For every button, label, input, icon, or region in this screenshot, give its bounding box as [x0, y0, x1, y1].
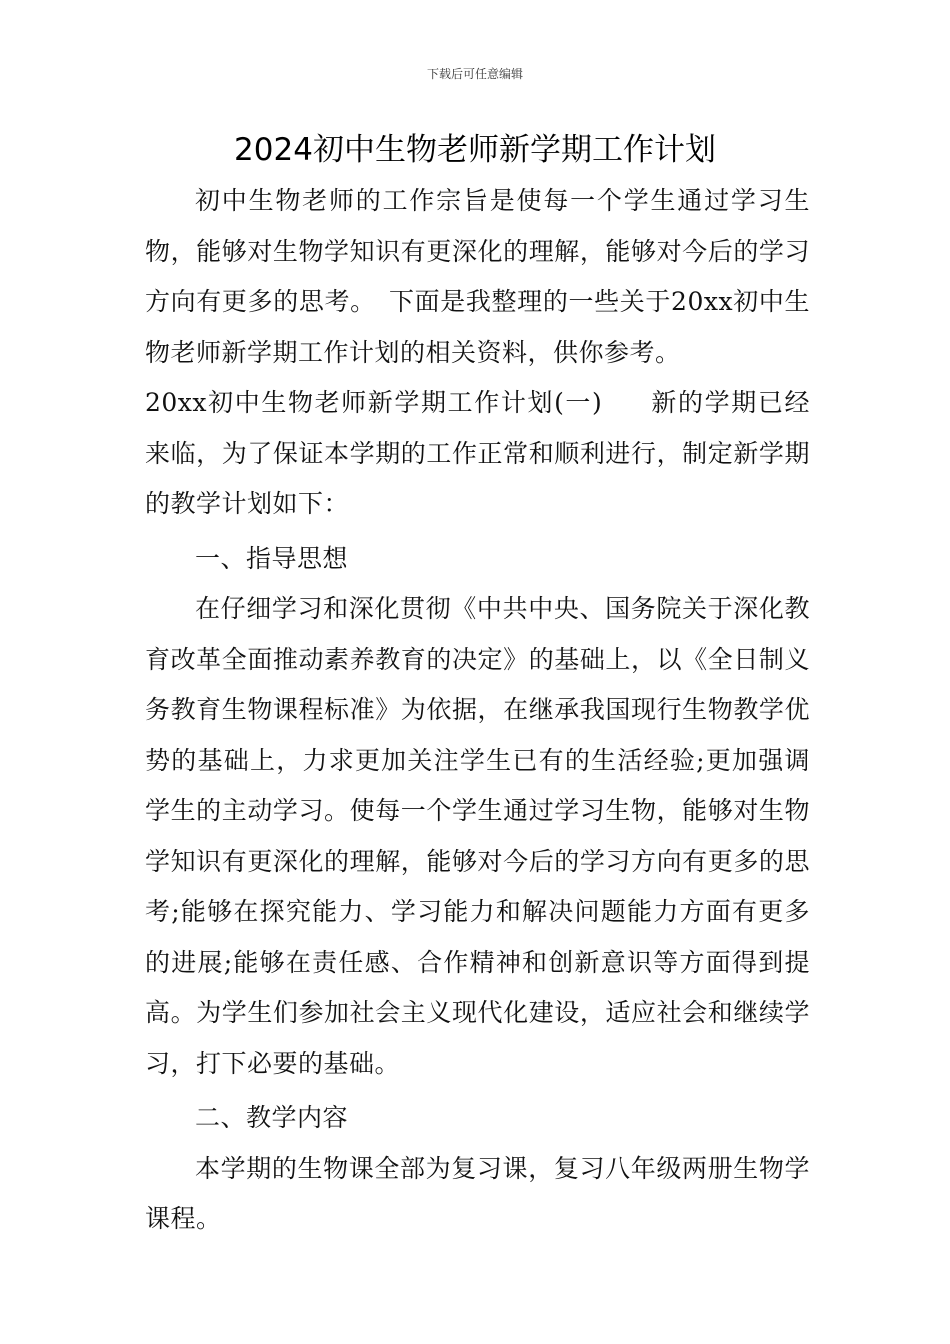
plan-heading: 20xx初中生物老师新学期工作计划(一) [145, 388, 603, 417]
section1-body: 在仔细学习和深化贯彻《中共中央、国务院关于深化教育改革全面推动素养教育的决定》的基础上，以《全日制义务教育生物课程标准》为依据，在继承我国现行生物教学优势的基础上，力求更加关注学生已有的生活经验;更加强调学生的主动学习。使每一个学生通过学习生物，能够对生物学知识有更深化的理解，能够对今后的学习方向有更多的思考;能够在探究能力、学习能力和解决问题能力方面有更多的进展;能够在责任感、合作精神和创新意识等方面得到提高。为学生们参加社会主义现代化建设，适应社会和继续学习，打下必要的基础。 [145, 594, 810, 1078]
plan-paragraph [145, 378, 810, 530]
header-note: 下载后可任意编辑 [426, 67, 523, 81]
section1-heading: 一、指导思想 [195, 543, 349, 573]
page-title: 2024初中生物老师新学期工作计划 [234, 132, 716, 168]
section2-body: 本学期的生物课全部为复习课，复习八年级两册生物学课程。 [145, 1153, 810, 1233]
section2-heading: 二、教学内容 [195, 1103, 349, 1132]
plan-intro: 新的学期已经来临，为了保证本学期的工作正常和顺利进行，制定新学期的教学计划如下： [145, 388, 810, 518]
document-body [145, 176, 810, 1245]
intro-paragraph: 初中生物老师的工作宗旨是使每一个学生通过学习生物，能够对生物学知识有更深化的理解，能够对今后的学习方向有更多的思考。 下面是我整理的一些关于20xx初中生物老师新学期工作计划的相关资料，供你参考。 [145, 186, 810, 367]
